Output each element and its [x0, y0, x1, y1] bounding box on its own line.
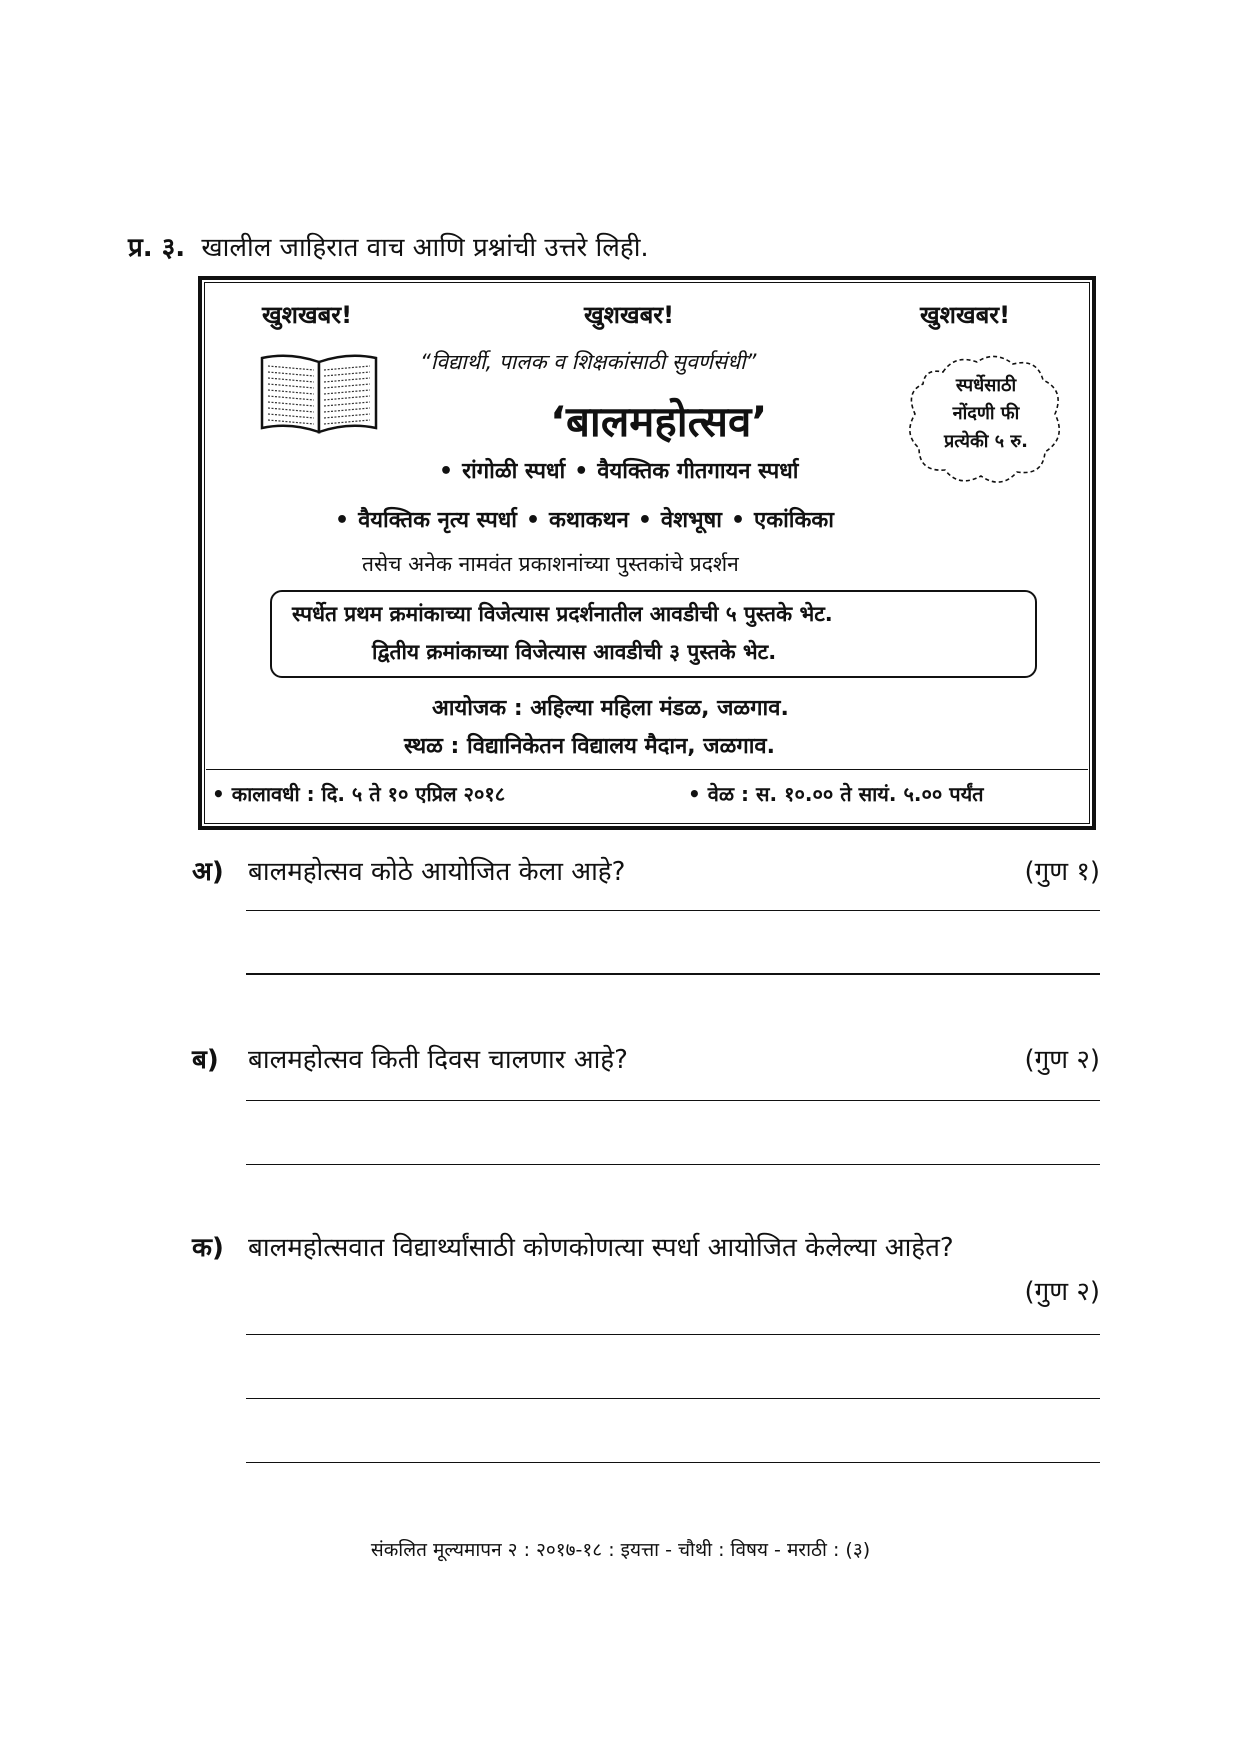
fee-badge — [912, 372, 1060, 456]
duration: • कालावधी : दि. ५ ते १० एप्रिल २०१८ — [212, 782, 506, 806]
subquestion-b-marks: (गुण २) — [1024, 1045, 1100, 1075]
organizer: आयोजक : अहिल्या महिला मंडळ, जळगाव. — [432, 696, 789, 721]
competition-item: वैयक्तिक नृत्य स्पर्धा — [358, 508, 517, 533]
answer-line[interactable] — [246, 973, 1100, 975]
good-news-left: खुशखबर! — [262, 301, 353, 329]
subquestion-a-label: अ) — [192, 857, 224, 887]
answer-line[interactable] — [246, 1334, 1100, 1335]
subquestion-c-marks: (गुण २) — [1024, 1277, 1100, 1307]
competition-item: वैयक्तिक गीतगायन स्पर्धा — [597, 459, 799, 484]
subquestion-b-text: बालमहोत्सव किती दिवस चालणार आहे? — [248, 1045, 628, 1075]
advertisement-title: ‘बालमहोत्सव’ — [550, 397, 768, 446]
answer-line[interactable] — [246, 910, 1100, 911]
bullet: • — [730, 508, 746, 533]
prize-second: द्वितीय क्रमांकाच्या विजेत्यास आवडीची ३ पुस्तके भेट. — [372, 640, 777, 664]
answer-line[interactable] — [246, 1100, 1100, 1101]
subquestion-a-text: बालमहोत्सव कोठे आयोजित केला आहे? — [248, 857, 626, 887]
competition-item: एकांकिका — [754, 508, 834, 533]
good-news-center: खुशखबर! — [584, 301, 675, 329]
advertisement-tagline: “विद्यार्थी, पालक व शिक्षकांसाठी सुवर्णसंधी” — [420, 350, 757, 374]
bullet: • — [335, 508, 350, 533]
question-number: प्र. ३. — [128, 233, 186, 263]
bullet: • — [574, 459, 589, 484]
fee-badge-line: स्पर्धेसाठी — [955, 375, 1017, 396]
divider — [206, 769, 1088, 770]
subquestion-c-label: क) — [192, 1233, 224, 1263]
open-book-icon — [258, 350, 380, 442]
subquestion-c-text: बालमहोत्सवात विद्यार्थ्यांसाठी कोणकोणत्या स्पर्धा आयोजित केलेल्या आहेत? — [248, 1233, 954, 1263]
answer-line[interactable] — [246, 1462, 1100, 1463]
bullet: • — [637, 508, 652, 533]
subquestion-b-label: ब) — [192, 1045, 219, 1075]
prize-first: स्पर्धेत प्रथम क्रमांकाच्या विजेत्यास प्रदर्शनातील आवडीची ५ पुस्तके भेट. — [292, 602, 833, 626]
competitions-row-2 — [326, 504, 834, 534]
answer-line[interactable] — [246, 1398, 1100, 1399]
page-footer: संकलित मूल्यमापन २ : २०१७-१८ : इयत्ता - चौथी : विषय - मराठी : (३) — [370, 1539, 871, 1561]
bullet: • — [525, 508, 540, 533]
answer-line[interactable] — [246, 1164, 1100, 1165]
competition-item: वेशभूषा — [660, 508, 722, 533]
subquestion-a-marks: (गुण १) — [1024, 857, 1100, 887]
competitions-row-1 — [430, 455, 798, 485]
competition-item: कथाकथन — [549, 508, 629, 533]
question-heading — [128, 228, 649, 264]
competition-item: रांगोळी स्पर्धा — [462, 459, 566, 484]
timing: • वेळ : स. १०.०० ते सायं. ५.०० पर्यंत — [688, 782, 984, 806]
bullet: • — [439, 459, 454, 484]
venue: स्थळ : विद्यानिकेतन विद्यालय मैदान, जळगाव. — [404, 734, 776, 759]
exhibition-note: तसेच अनेक नामवंत प्रकाशनांच्या पुस्तकांचे प्रदर्शन — [362, 552, 739, 576]
fee-badge-line: प्रत्येकी ५ रु. — [944, 431, 1028, 452]
good-news-right: खुशखबर! — [920, 301, 1011, 329]
fee-badge-line: नोंदणी फी — [952, 403, 1020, 424]
question-instruction: खालील जाहिरात वाच आणि प्रश्नांची उत्तरे लिही. — [201, 233, 649, 263]
